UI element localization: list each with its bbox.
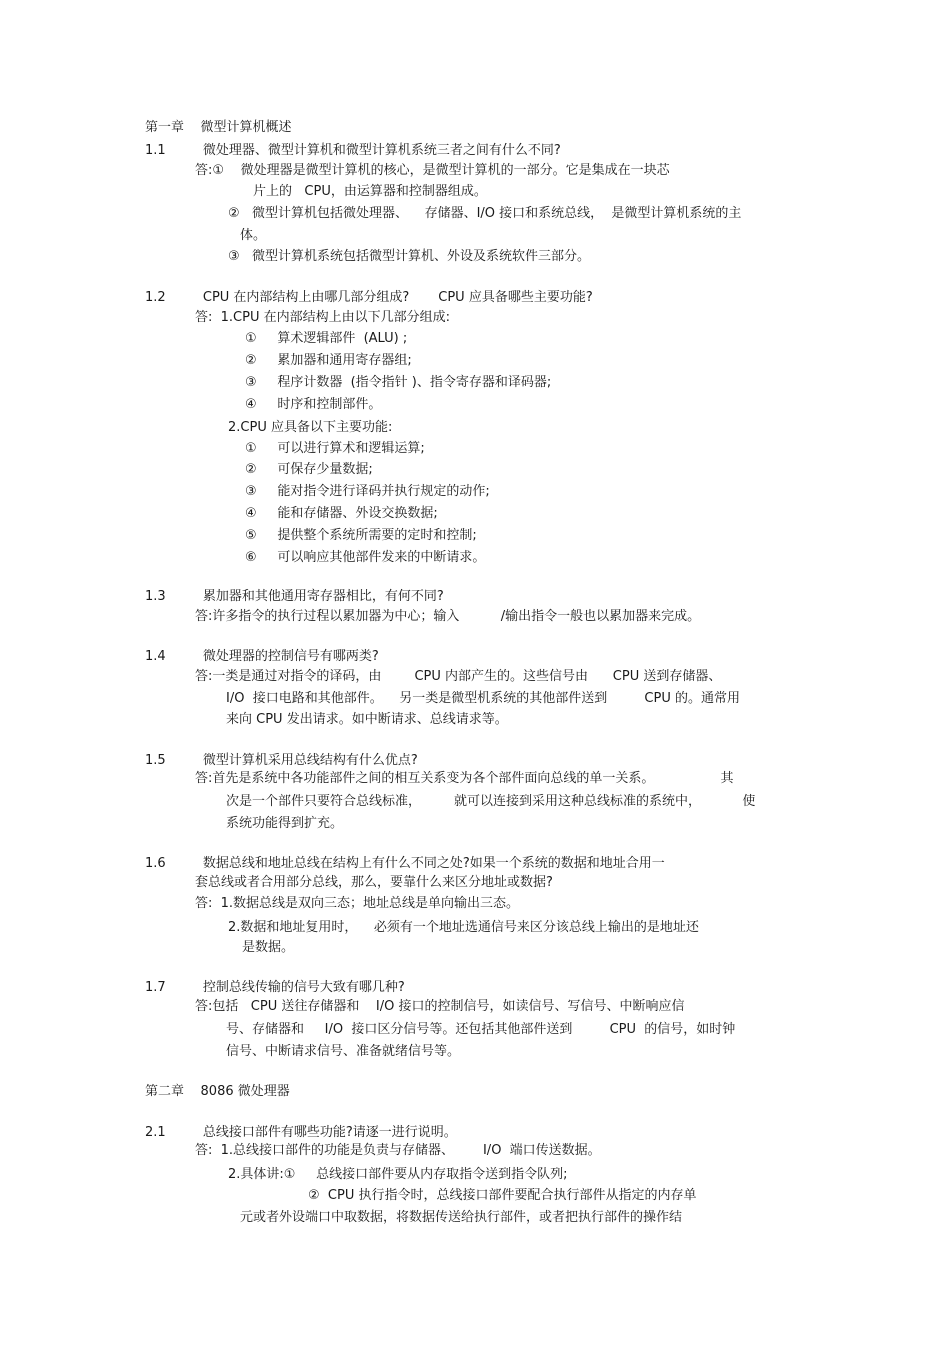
text-line: 1.3 累加器和其他通用寄存器相比，有何不同? xyxy=(145,589,444,604)
text-line: 答: 1.CPU 在内部结构上由以下几部分组成: xyxy=(195,310,450,325)
text-line: 2.具体讲:① 总线接口部件要从内存取指令送到指令队列; xyxy=(228,1167,568,1182)
text-line: 第二章 8086 微处理器 xyxy=(145,1084,290,1099)
text-line: 系统功能得到扩充。 xyxy=(226,816,344,831)
text-line: ② 可保存少量数据; xyxy=(245,462,373,477)
text-line: 答:一类是通过对指令的译码，由 CPU 内部产生的。这些信号由 CPU 送到存储器、 xyxy=(195,669,722,684)
text-line: 套总线或者合用部分总线，那么，要靠什么来区分地址或数据? xyxy=(195,875,553,890)
text-line: 1.1 微处理器、微型计算机和微型计算机系统三者之间有什么不同? xyxy=(145,143,561,158)
text-line: 答:许多指令的执行过程以累加器为中心；输入 /输出指令一般也以累加器来完成。 xyxy=(195,609,701,624)
text-line: ③ 程序计数器 (指令指针 )、指令寄存器和译码器; xyxy=(245,375,552,390)
text-line: 1.2 CPU 在内部结构上由哪几部分组成? CPU 应具备哪些主要功能? xyxy=(145,290,593,305)
text-line: 来向 CPU 发出请求。如中断请求、总线请求等。 xyxy=(226,712,508,727)
text-line: 答:首先是系统中各功能部件之间的相互关系变为各个部件面向总线的单一关系。 其 xyxy=(195,771,734,786)
text-line: 第一章 微型计算机概述 xyxy=(145,120,292,135)
text-line: ② 累加器和通用寄存器组; xyxy=(245,353,412,368)
text-line: ② 微型计算机包括微处理器、 存储器、I/O 接口和系统总线， 是微型计算机系统的主 xyxy=(228,206,742,221)
text-line: 元或者外设端口中取数据，将数据传送给执行部件，或者把执行部件的操作结 xyxy=(240,1210,683,1225)
text-line: ① 算术逻辑部件 (ALU) ; xyxy=(245,331,408,346)
text-line: ② CPU 执行指令时，总线接口部件要配合执行部件从指定的内存单 xyxy=(308,1188,697,1203)
text-line: ⑤ 提供整个系统所需要的定时和控制; xyxy=(245,528,477,543)
text-line: ④ 时序和控制部件。 xyxy=(245,397,382,412)
text-line: ③ 能对指令进行译码并执行规定的动作; xyxy=(245,484,490,499)
text-line: ④ 能和存储器、外设交换数据; xyxy=(245,506,438,521)
text-line: ③ 微型计算机系统包括微型计算机、外设及系统软件三部分。 xyxy=(228,249,591,264)
text-line: 答:① 微处理器是微型计算机的核心，是微型计算机的一部分。它是集成在一块芯 xyxy=(195,163,670,178)
text-line: 2.数据和地址复用时， 必须有一个地址选通信号来区分该总线上输出的是地址还 xyxy=(228,920,699,935)
text-line: 1.4 微处理器的控制信号有哪两类? xyxy=(145,649,379,664)
text-line: ⑥ 可以响应其他部件发来的中断请求。 xyxy=(245,550,486,565)
text-line: 片上的 CPU，由运算器和控制器组成。 xyxy=(253,184,487,199)
text-line: 次是一个部件只要符合总线标准， 就可以连接到采用这种总线标准的系统中， 使 xyxy=(226,794,756,809)
text-line: 体。 xyxy=(240,228,267,243)
text-line: 答:包括 CPU 送往存储器和 I/O 接口的控制信号，如读信号、写信号、中断响应信 xyxy=(195,999,685,1014)
text-line: ① 可以进行算术和逻辑运算; xyxy=(245,441,425,456)
text-line: 2.CPU 应具备以下主要功能: xyxy=(228,420,393,435)
text-line: I/O 接口电路和其他部件。 另一类是微型机系统的其他部件送到 CPU 的。通常用 xyxy=(226,691,740,706)
text-line: 2.1 总线接口部件有哪些功能?请逐一进行说明。 xyxy=(145,1125,457,1140)
text-line: 答: 1.总线接口部件的功能是负责与存储器、 I/O 端口传送数据。 xyxy=(195,1143,601,1158)
text-line: 信号、中断请求信号、准备就绪信号等。 xyxy=(226,1044,461,1059)
text-line: 1.7 控制总线传输的信号大致有哪几种? xyxy=(145,980,405,995)
text-line: 1.5 微型计算机采用总线结构有什么优点? xyxy=(145,753,418,768)
text-line: 是数据。 xyxy=(242,940,295,955)
text-line: 号、存储器和 I/O 接口区分信号等。还包括其他部件送到 CPU 的信号，如时钟 xyxy=(226,1022,736,1037)
text-line: 答: 1.数据总线是双向三态；地址总线是单向输出三态。 xyxy=(195,896,520,911)
text-line: 1.6 数据总线和地址总线在结构上有什么不同之处?如果一个系统的数据和地址合用一 xyxy=(145,856,665,871)
